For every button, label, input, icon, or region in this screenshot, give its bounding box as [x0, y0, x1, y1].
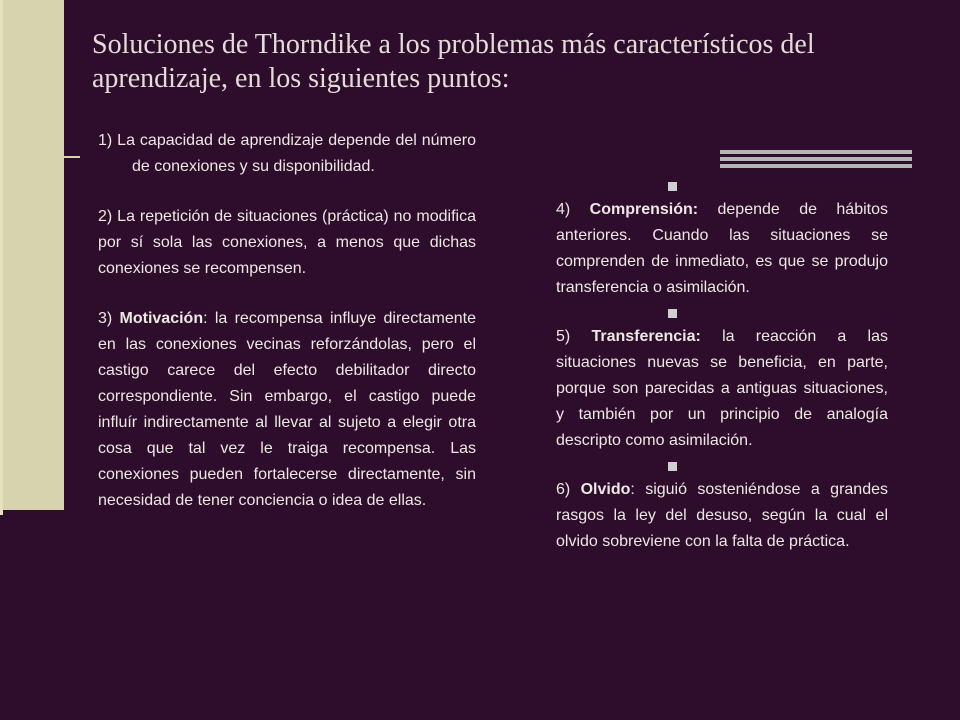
- right-column: [556, 176, 888, 563]
- decorative-stripes: [720, 150, 912, 171]
- square-bullet-icon: [668, 182, 677, 191]
- point-5-prefix: 5): [556, 328, 592, 345]
- slide-title: Soluciones de Thorndike a los problemas más característicos del aprendizaje, en los siguientes puntos:: [92, 29, 815, 94]
- square-bullet-icon: [668, 309, 677, 318]
- point-6-text: : siguió sosteniéndose a grandes rasgos la ley del desuso, según la cual el olvido sobreviene con la falta de práctica.: [556, 481, 888, 550]
- point-5-term: Transferencia:: [591, 328, 701, 345]
- point-3: [98, 306, 476, 514]
- point-3-text: : la recompensa influye directamente en las conexiones vecinas reforzándolas, pero el castigo carece del efecto debilitador directo correspondiente. Sin embargo, el castigo puede influír indirectamente al llevar al sujeto a elegir otra cosa que tal vez le traiga recompensa. Las conexiones pueden fortalecerse directamente, sin necesidad de tener conciencia o idea de ellas.: [98, 310, 476, 509]
- stripe: [720, 157, 912, 161]
- point-4: [556, 197, 888, 301]
- stripe: [720, 150, 912, 154]
- point-4-term: Comprensión:: [589, 201, 699, 218]
- point-1: 1) La capacidad de aprendizaje depende del número de conexiones y su disponibilidad.: [98, 132, 476, 175]
- point-4-prefix: 4): [556, 201, 590, 218]
- point-2: 2) La repetición de situaciones (práctica) no modifica por sí sola las conexiones, a menos que dichas conexiones se recompensen.: [98, 208, 476, 277]
- point-4-text: depende de hábitos anteriores. Cuando las situaciones se comprenden de inmediato, es que se produjo transferencia o asimilación.: [556, 201, 889, 296]
- point-6-term: Olvido: [580, 481, 631, 498]
- accent-line: [40, 156, 80, 158]
- point-6: [556, 477, 888, 555]
- point-3-prefix: 3): [98, 310, 120, 327]
- square-bullet-icon: [668, 462, 677, 471]
- point-5-text: la reacción a las situaciones nuevas se beneficia, en parte, porque son parecidas a antiguas situaciones, y también por un principio de analogía descripto como asimilación.: [556, 328, 889, 449]
- left-column: [98, 128, 476, 538]
- point-5: [556, 324, 888, 454]
- point-3-term: Motivación: [119, 310, 204, 327]
- stripe: [720, 164, 912, 168]
- left-edge-line: [0, 0, 3, 515]
- left-accent-bar: [0, 0, 64, 510]
- point-6-prefix: 6): [556, 481, 581, 498]
